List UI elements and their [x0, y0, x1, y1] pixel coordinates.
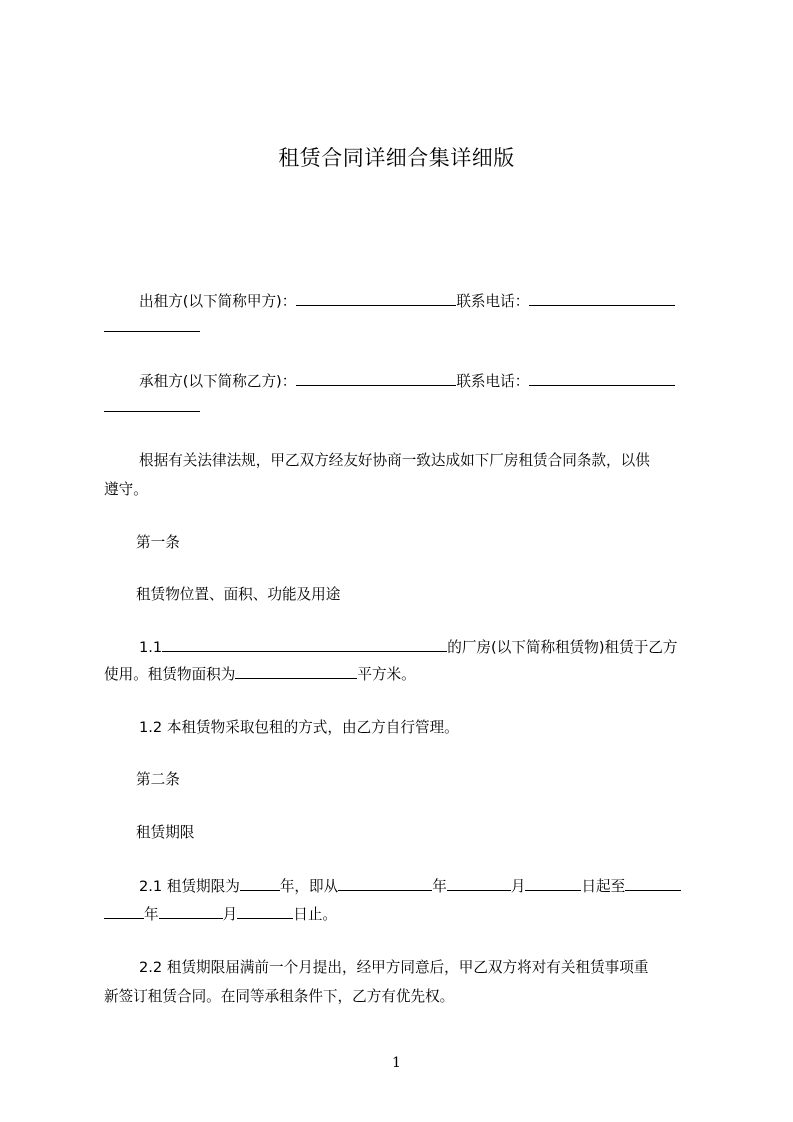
page-number: 1	[392, 1055, 401, 1071]
clause-1-1-line-1	[139, 638, 678, 658]
start-year-blank	[338, 877, 432, 891]
clause-1-1-mid: 的厂房(以下简称租赁物)租赁于乙方	[447, 639, 678, 656]
article-2-subheading: 租赁期限	[136, 824, 195, 841]
clause-1-1-prefix: 1.1	[139, 639, 163, 656]
clause-2-1-day-to: 日止。	[293, 906, 338, 923]
start-day-blank	[525, 877, 581, 891]
clause-2-1-line-2	[104, 905, 337, 925]
lessee-label: 承租方(以下简称乙方)：	[139, 373, 297, 390]
clause-2-1-line-1	[139, 877, 681, 897]
lessor-name-blank	[296, 292, 456, 306]
clause-2-1-day-from: 日起至	[581, 878, 626, 895]
end-day-blank	[237, 905, 293, 919]
lessor-label: 出租方(以下简称甲方)：	[139, 293, 297, 310]
clause-2-1-year2: 年	[144, 906, 159, 923]
clause-2-1-year-word: 年，即从	[279, 878, 339, 895]
lessee-phone-blank	[529, 372, 675, 386]
lessor-phone-label: 联系电话：	[456, 293, 530, 310]
clause-2-1-prefix: 2.1 租赁期限为	[139, 878, 240, 895]
lessee-line-continued	[104, 398, 200, 418]
lessee-name-blank	[296, 372, 456, 386]
lessor-phone-blank-continued	[104, 318, 200, 332]
clause-2-2-line-1: 2.2 租赁期限届满前一个月提出，经甲方同意后，甲乙双方将对有关租赁事项重	[139, 959, 649, 976]
location-blank	[162, 638, 447, 652]
intro-line-1: 根据有关法律法规，甲乙双方经友好协商一致达成如下厂房租赁合同条款，以供	[139, 452, 650, 469]
document-title: 租赁合同详细合集详细版	[278, 146, 515, 170]
article-1-subheading: 租赁物位置、面积、功能及用途	[136, 586, 341, 603]
article-2-heading: 第二条	[136, 771, 180, 788]
start-month-blank	[447, 877, 511, 891]
lessee-line	[139, 372, 675, 392]
article-1-heading: 第一条	[136, 534, 180, 551]
term-years-blank	[240, 877, 280, 891]
lessor-phone-blank	[529, 292, 675, 306]
clause-2-1-month: 月	[510, 878, 526, 895]
intro-line-2: 遵守。	[104, 481, 148, 498]
lessee-phone-blank-continued	[104, 398, 200, 412]
lessor-line-continued	[104, 318, 200, 338]
end-month-blank	[159, 905, 223, 919]
end-year-blank	[104, 905, 144, 919]
clause-2-1-year: 年	[432, 878, 447, 895]
end-year-blank-part	[625, 877, 681, 891]
clause-2-1-month2: 月	[222, 906, 238, 923]
lessee-phone-label: 联系电话：	[456, 373, 530, 390]
clause-1-1-line-2	[104, 665, 416, 685]
lessor-line	[139, 292, 675, 312]
clause-1-2: 1.2 本租赁物采取包租的方式，由乙方自行管理。	[139, 719, 459, 736]
area-blank	[235, 665, 357, 679]
clause-1-1-line2-prefix: 使用。租赁物面积为	[104, 666, 236, 683]
clause-1-1-line2-suffix: 平方米。	[357, 666, 416, 683]
clause-2-2-line-2: 新签订租赁合同。在同等承租条件下，乙方有优先权。	[104, 988, 455, 1005]
